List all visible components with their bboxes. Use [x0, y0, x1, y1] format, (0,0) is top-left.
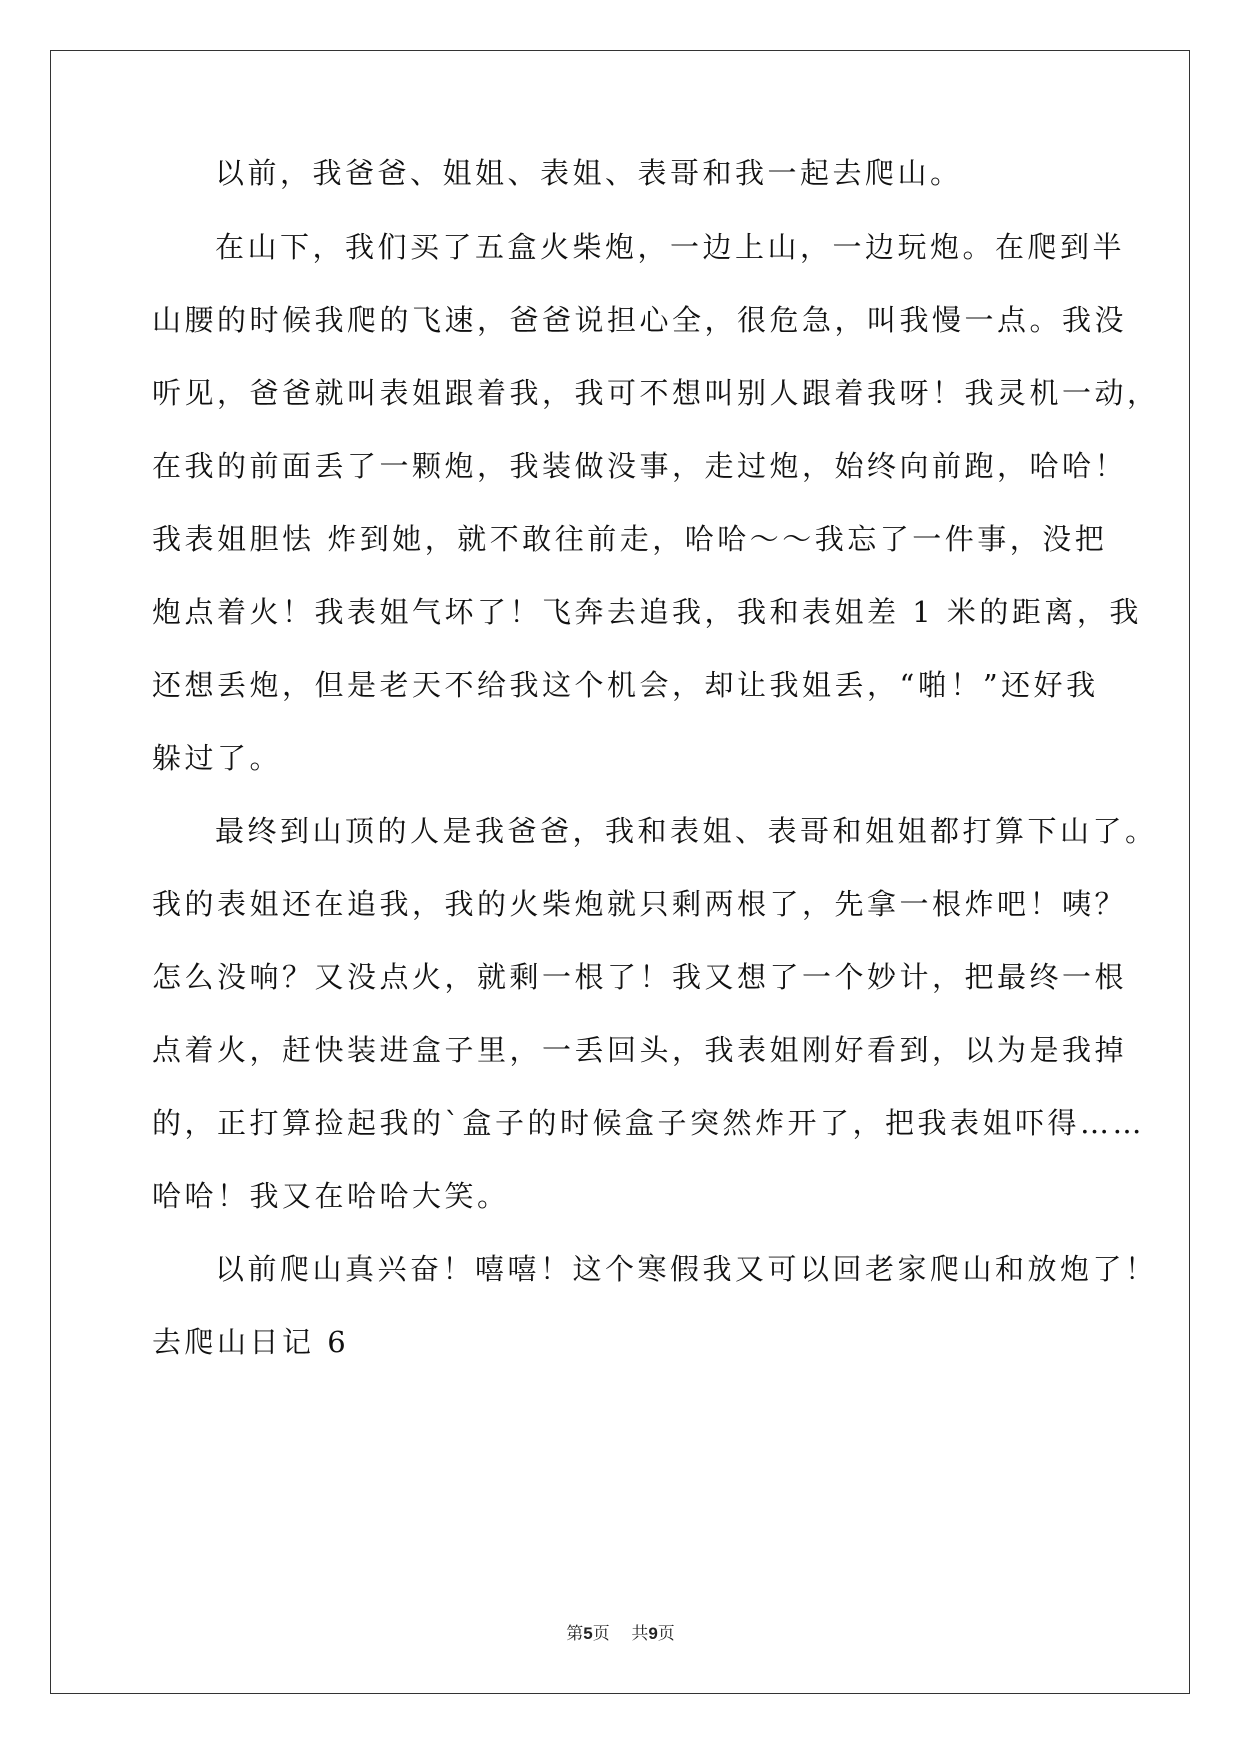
section-heading: 去爬山日记 6 [152, 1325, 350, 1359]
total-label-prefix: 共 [631, 1624, 649, 1644]
text-line: 炮点着火！我表姐气坏了！飞奔去追我，我和表姐差 1 米的距离，我 [152, 595, 1142, 629]
text-line: 我表姐胆怯 炸到她，就不敢往前走，哈哈～～我忘了一件事，没把 [152, 522, 1108, 556]
page-number: 5 [583, 1624, 593, 1643]
text-line: 我的表姐还在追我，我的火柴炮就只剩两根了，先拿一根炸吧！咦？ [152, 887, 1128, 921]
text-line: 在我的前面丢了一颗炮，我装做没事，走过炮，始终向前跑，哈哈！ [152, 449, 1128, 483]
text-line: 躲过了。 [152, 741, 283, 775]
page-border [50, 50, 1190, 1694]
text-line: 最终到山顶的人是我爸爸，我和表姐、表哥和姐姐都打算下山了。 [215, 814, 1158, 848]
text-line: 还想丢炮，但是老天不给我这个机会，却让我姐丢，“啪！”还好我 [152, 668, 1099, 702]
text-line: 点着火，赶快装进盒子里，一丢回头，我表姐刚好看到，以为是我掉 [152, 1033, 1128, 1067]
total-pages: 9 [648, 1624, 658, 1643]
total-label-suffix: 页 [657, 1624, 675, 1644]
text-line: 以前爬山真兴奋！嘻嘻！这个寒假我又可以回老家爬山和放炮了！ [215, 1252, 1158, 1286]
text-line: 的，正打算捡起我的`盒子的时候盒子突然炸开了，把我表姐吓得…… [152, 1106, 1146, 1140]
page-footer [0, 1622, 1241, 1646]
page-label-suffix: 页 [592, 1624, 610, 1644]
text-line: 哈哈！我又在哈哈大笑。 [152, 1179, 510, 1213]
page-label-prefix: 第 [566, 1624, 584, 1644]
text-line: 山腰的时候我爬的飞速，爸爸说担心全，很危急，叫我慢一点。我没 [152, 303, 1128, 337]
text-line: 在山下，我们买了五盒火柴炮，一边上山，一边玩炮。在爬到半 [215, 230, 1126, 264]
text-line: 听见，爸爸就叫表姐跟着我，我可不想叫别人跟着我呀！我灵机一动， [152, 376, 1160, 410]
text-line: 怎么没响？又没点火，就剩一根了！我又想了一个妙计，把最终一根 [152, 960, 1128, 994]
text-line: 以前，我爸爸、姐姐、表姐、表哥和我一起去爬山。 [215, 156, 963, 190]
